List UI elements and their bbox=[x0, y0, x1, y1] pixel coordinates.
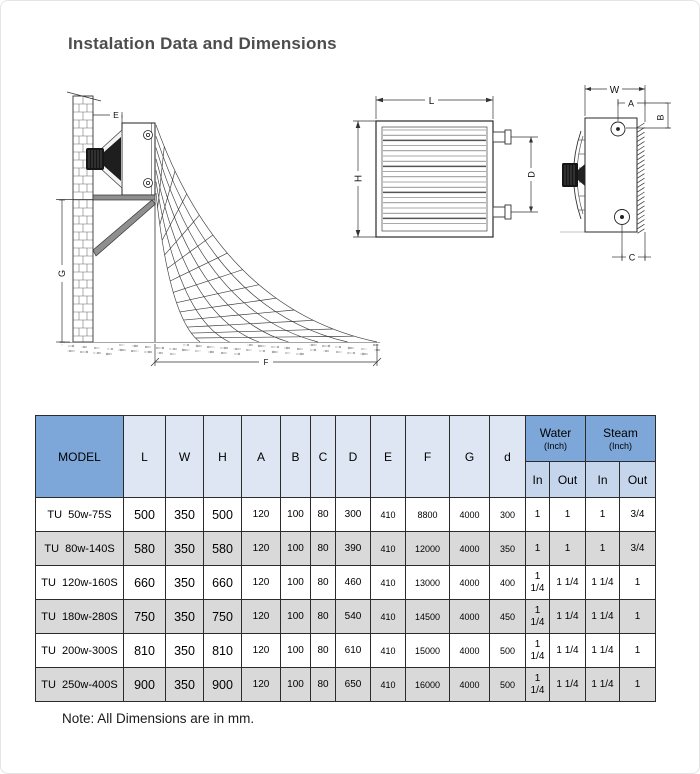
unit-casing bbox=[376, 121, 493, 237]
cell-d-small: 500 bbox=[490, 668, 526, 702]
cell-b: 100 bbox=[281, 634, 311, 668]
col-header-f: F bbox=[406, 416, 450, 498]
cell-h: 580 bbox=[204, 532, 242, 566]
cell-g: 4000 bbox=[450, 566, 490, 600]
cell-d: 300 bbox=[336, 498, 371, 532]
cell-a: 120 bbox=[242, 600, 281, 634]
cell-c: 80 bbox=[311, 600, 336, 634]
col-header-e: E bbox=[371, 416, 406, 498]
col-header-water-out: Out bbox=[550, 462, 586, 498]
cell-g: 4000 bbox=[450, 600, 490, 634]
cell-g: 4000 bbox=[450, 634, 490, 668]
cell-a: 120 bbox=[242, 498, 281, 532]
col-header-d-small: d bbox=[490, 416, 526, 498]
cell-model: TU 250w-400S bbox=[36, 668, 124, 702]
cell-h: 750 bbox=[204, 600, 242, 634]
cell-l: 500 bbox=[124, 498, 166, 532]
col-header-steam bbox=[586, 416, 656, 462]
cell-f: 14500 bbox=[406, 600, 450, 634]
cell-l: 580 bbox=[124, 532, 166, 566]
cell-steam-in: 1 1/4 bbox=[586, 634, 620, 668]
cell-water-out: 1 1/4 bbox=[550, 668, 586, 702]
dim-label-e: E bbox=[113, 110, 119, 120]
cell-model: TU 120w-160S bbox=[36, 566, 124, 600]
cell-e: 410 bbox=[371, 634, 406, 668]
col-header-b: B bbox=[281, 416, 311, 498]
col-header-steam-out: Out bbox=[620, 462, 656, 498]
cell-water-out: 1 1/4 bbox=[550, 566, 586, 600]
cell-b: 100 bbox=[281, 498, 311, 532]
cell-d-small: 400 bbox=[490, 566, 526, 600]
cell-d-small: 500 bbox=[490, 634, 526, 668]
cell-model: TU 80w-140S bbox=[36, 532, 124, 566]
pipe-connections bbox=[493, 130, 511, 219]
cell-l: 900 bbox=[124, 668, 166, 702]
col-header-d: D bbox=[336, 416, 371, 498]
water-title: Water bbox=[539, 426, 572, 440]
table-row bbox=[36, 498, 656, 532]
screw-icon bbox=[144, 179, 153, 188]
cell-steam-in: 1 1/4 bbox=[586, 600, 620, 634]
dim-label-a: A bbox=[627, 98, 635, 109]
cell-e: 410 bbox=[371, 668, 406, 702]
col-header-water bbox=[526, 416, 586, 462]
cell-steam-out: 3/4 bbox=[620, 532, 656, 566]
dim-label-c: C bbox=[628, 252, 636, 263]
cell-e: 410 bbox=[371, 532, 406, 566]
cell-steam-in: 1 bbox=[586, 532, 620, 566]
table-row bbox=[36, 600, 656, 634]
col-header-water-in: In bbox=[526, 462, 550, 498]
cell-water-out: 1 bbox=[550, 532, 586, 566]
cell-water-in: 1 bbox=[526, 498, 550, 532]
cell-d: 390 bbox=[336, 532, 371, 566]
airflow-pattern bbox=[156, 125, 377, 342]
cell-h: 900 bbox=[204, 668, 242, 702]
ground-texture bbox=[62, 344, 381, 355]
col-header-h: H bbox=[204, 416, 242, 498]
dim-label-w: W bbox=[609, 84, 620, 96]
table-row bbox=[36, 668, 656, 702]
cell-d-small: 300 bbox=[490, 498, 526, 532]
cell-g: 4000 bbox=[450, 498, 490, 532]
cell-c: 80 bbox=[311, 634, 336, 668]
cell-d: 460 bbox=[336, 566, 371, 600]
cell-model: TU 200w-300S bbox=[36, 634, 124, 668]
cell-f: 8800 bbox=[406, 498, 450, 532]
support-brace bbox=[93, 200, 156, 256]
footnote: Note: All Dimensions are in mm. bbox=[62, 711, 255, 726]
cell-w: 350 bbox=[166, 668, 204, 702]
cell-h: 500 bbox=[204, 498, 242, 532]
cell-h: 810 bbox=[204, 634, 242, 668]
col-header-a: A bbox=[242, 416, 281, 498]
cell-c: 80 bbox=[311, 566, 336, 600]
dim-label-b: B bbox=[655, 114, 666, 121]
cell-f: 13000 bbox=[406, 566, 450, 600]
dim-label-f: F bbox=[263, 358, 269, 367]
cell-steam-out: 3/4 bbox=[620, 498, 656, 532]
screw-icon bbox=[144, 131, 153, 140]
cell-water-in: 1 1/4 bbox=[526, 600, 550, 634]
water-unit: (Inch) bbox=[543, 441, 567, 451]
cell-a: 120 bbox=[242, 634, 281, 668]
cell-b: 100 bbox=[281, 600, 311, 634]
dim-label-h: H bbox=[353, 174, 365, 183]
fan-motor bbox=[562, 163, 578, 187]
cell-w: 350 bbox=[166, 600, 204, 634]
cell-a: 120 bbox=[242, 566, 281, 600]
cell-water-in: 1 bbox=[526, 532, 550, 566]
table-row bbox=[36, 532, 656, 566]
cell-b: 100 bbox=[281, 532, 311, 566]
cell-w: 350 bbox=[166, 566, 204, 600]
cell-water-out: 1 1/4 bbox=[550, 600, 586, 634]
cell-w: 350 bbox=[166, 532, 204, 566]
cell-model: TU 50w-75S bbox=[36, 498, 124, 532]
cell-l: 660 bbox=[124, 566, 166, 600]
fan-hub bbox=[578, 164, 585, 186]
cell-c: 80 bbox=[311, 668, 336, 702]
col-header-c: C bbox=[311, 416, 336, 498]
cell-f: 15000 bbox=[406, 634, 450, 668]
dimensions-table bbox=[35, 415, 656, 702]
dim-label-g: G bbox=[57, 269, 67, 278]
cell-steam-out: 1 bbox=[620, 668, 656, 702]
cell-d-small: 350 bbox=[490, 532, 526, 566]
steam-title: Steam bbox=[603, 426, 638, 440]
cell-d: 610 bbox=[336, 634, 371, 668]
louver-hatching bbox=[638, 123, 645, 233]
cell-steam-out: 1 bbox=[620, 634, 656, 668]
cell-a: 120 bbox=[242, 532, 281, 566]
cell-h: 660 bbox=[204, 566, 242, 600]
cell-steam-out: 1 bbox=[620, 600, 656, 634]
steam-unit: (Inch) bbox=[608, 441, 632, 451]
cell-water-in: 1 1/4 bbox=[526, 668, 550, 702]
cell-f: 16000 bbox=[406, 668, 450, 702]
cell-water-out: 1 1/4 bbox=[550, 634, 586, 668]
mounting-hole-center bbox=[616, 127, 620, 131]
dim-label-l: L bbox=[428, 95, 435, 107]
cell-c: 80 bbox=[311, 498, 336, 532]
cell-l: 750 bbox=[124, 600, 166, 634]
wall-top-cut bbox=[67, 92, 101, 101]
cell-d-small: 450 bbox=[490, 600, 526, 634]
cell-e: 410 bbox=[371, 498, 406, 532]
cell-d: 650 bbox=[336, 668, 371, 702]
cell-f: 12000 bbox=[406, 532, 450, 566]
table-row bbox=[36, 566, 656, 600]
cell-w: 350 bbox=[166, 634, 204, 668]
col-header-steam-in: In bbox=[586, 462, 620, 498]
cell-water-out: 1 bbox=[550, 498, 586, 532]
cell-water-in: 1 1/4 bbox=[526, 634, 550, 668]
cell-l: 810 bbox=[124, 634, 166, 668]
cell-water-in: 1 1/4 bbox=[526, 566, 550, 600]
cell-d: 540 bbox=[336, 600, 371, 634]
table-row bbox=[36, 634, 656, 668]
col-header-l: L bbox=[124, 416, 166, 498]
cell-e: 410 bbox=[371, 600, 406, 634]
cell-e: 410 bbox=[371, 566, 406, 600]
cell-model: TU 180w-280S bbox=[36, 600, 124, 634]
cell-a: 120 bbox=[242, 668, 281, 702]
page-title: Instalation Data and Dimensions bbox=[68, 34, 337, 53]
col-header-model: MODEL bbox=[36, 416, 124, 498]
mounting-hole-center bbox=[620, 215, 624, 219]
col-header-g: G bbox=[450, 416, 490, 498]
cell-b: 100 bbox=[281, 566, 311, 600]
installation-side-view-drawing bbox=[40, 88, 390, 378]
cell-g: 4000 bbox=[450, 668, 490, 702]
cell-c: 80 bbox=[311, 532, 336, 566]
mounting-bracket bbox=[93, 195, 155, 200]
front-view-drawing bbox=[350, 85, 550, 255]
brick-wall bbox=[73, 96, 93, 342]
cell-steam-in: 1 1/4 bbox=[586, 566, 620, 600]
cell-w: 350 bbox=[166, 498, 204, 532]
cell-b: 100 bbox=[281, 668, 311, 702]
dim-label-d: D bbox=[526, 171, 537, 178]
cell-steam-in: 1 bbox=[586, 498, 620, 532]
side-view-drawing bbox=[548, 75, 698, 275]
cell-steam-in: 1 1/4 bbox=[586, 668, 620, 702]
cell-steam-out: 1 bbox=[620, 566, 656, 600]
col-header-w: W bbox=[166, 416, 204, 498]
cell-g: 4000 bbox=[450, 532, 490, 566]
